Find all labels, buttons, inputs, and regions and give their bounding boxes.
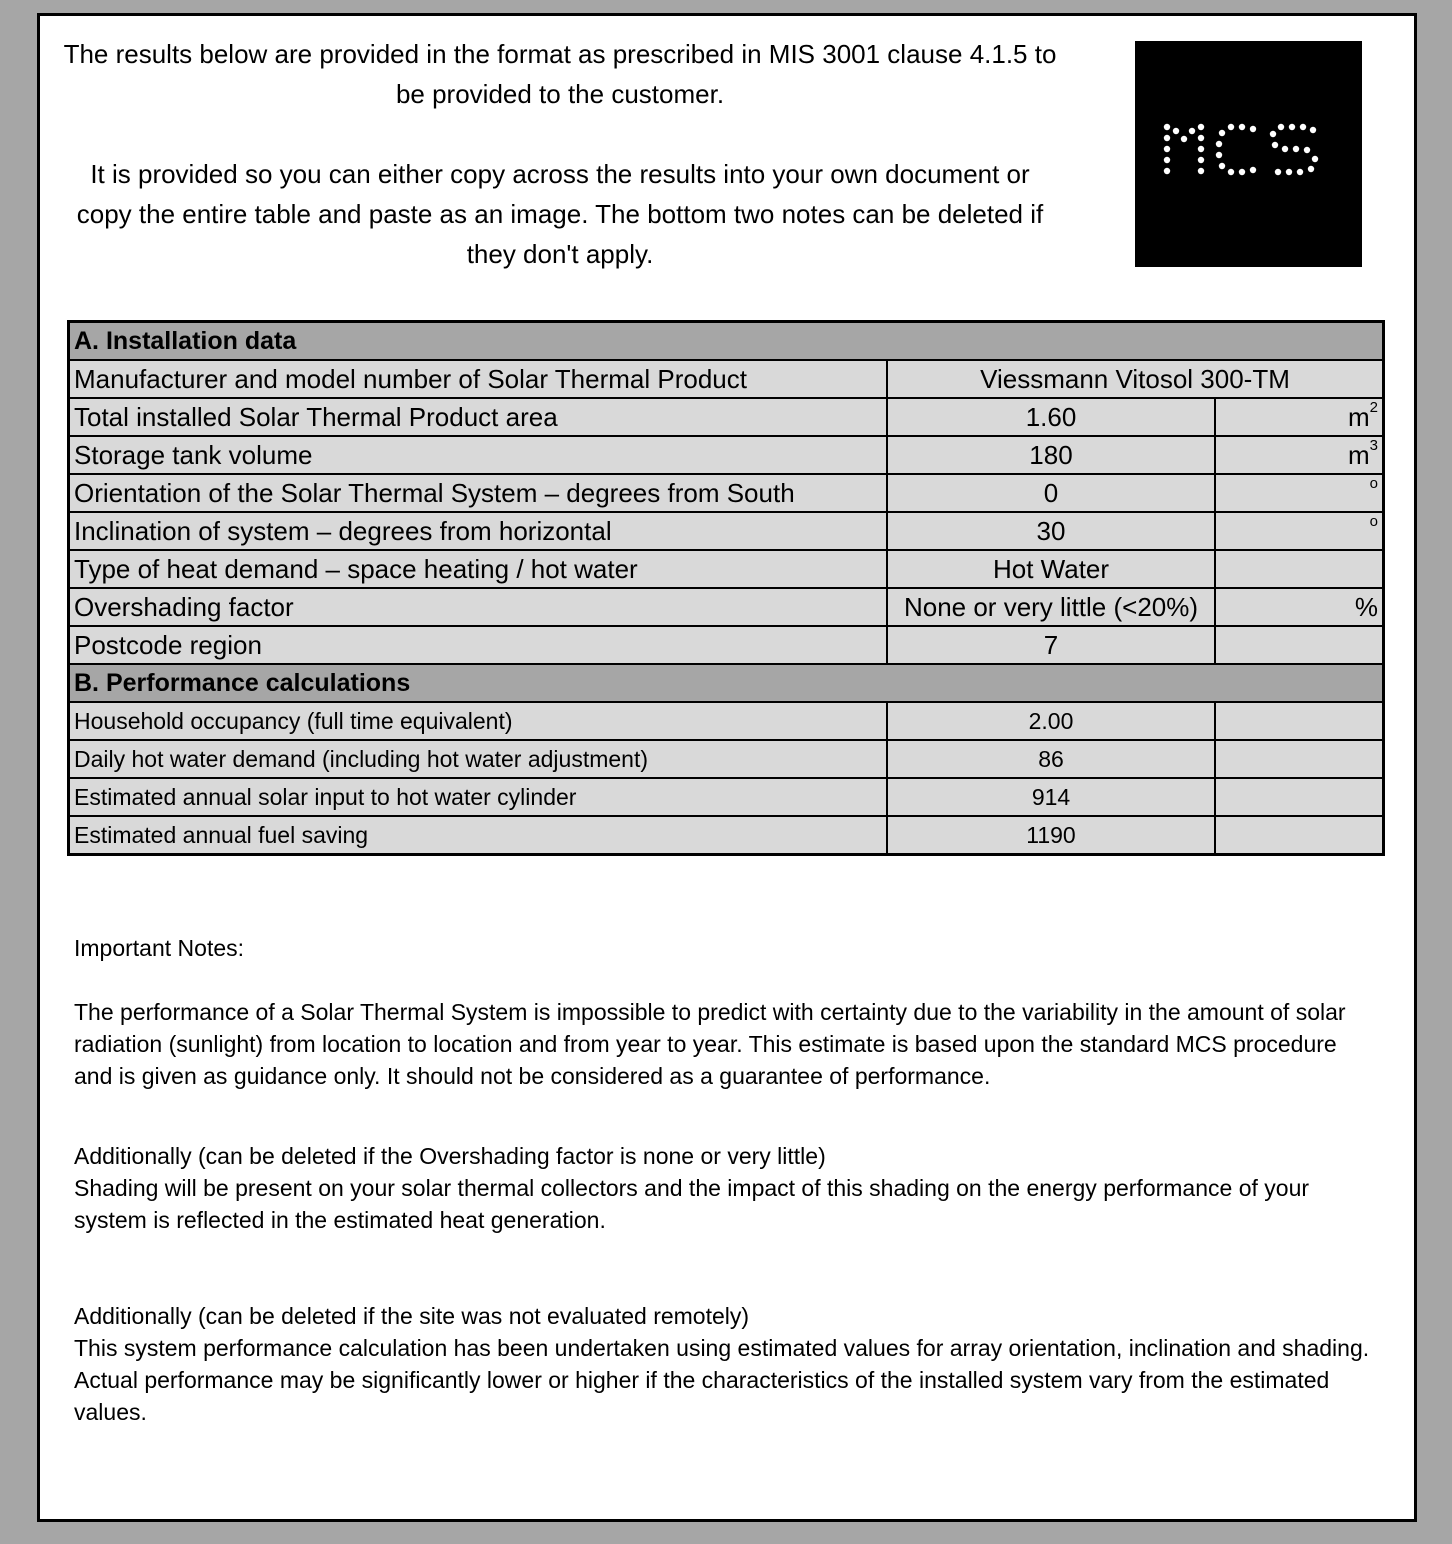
row-value: 30 xyxy=(887,512,1215,550)
section-b-title: B. Performance calculations xyxy=(69,664,1384,702)
row-value: 1.60 xyxy=(887,398,1215,436)
row-unit: % xyxy=(1215,588,1384,626)
table-row xyxy=(69,550,1384,588)
unit-text: m xyxy=(1347,401,1370,432)
table-row xyxy=(69,778,1384,816)
table-row xyxy=(69,702,1384,740)
row-value: 914 xyxy=(887,778,1215,816)
row-label: Inclination of system – degrees from horizontal xyxy=(69,512,888,550)
section-header xyxy=(69,322,1384,361)
table-row xyxy=(69,740,1384,778)
row-unit xyxy=(1215,474,1384,512)
table-row xyxy=(69,588,1384,626)
unit-superscript: 3 xyxy=(1369,436,1378,454)
intro-line-2: It is provided so you can either copy across the results into your own document or copy the entire table and paste as an image. The bottom two notes can be deleted if they don't apply. xyxy=(76,159,1044,269)
table-row xyxy=(69,398,1384,436)
row-unit xyxy=(1215,436,1384,474)
row-label: Overshading factor xyxy=(69,588,888,626)
intro-line-1: The results below are provided in the format as prescribed in MIS 3001 clause 4.1.5 to be provided to the customer. xyxy=(63,39,1057,109)
row-value: None or very little (<20%) xyxy=(887,588,1215,626)
row-unit xyxy=(1215,398,1384,436)
unit-text: m xyxy=(1347,439,1370,470)
notes-paragraph-1: The performance of a Solar Thermal System is impossible to predict with certainty due to the variability in the amount of solar radiation (sunlight) from location to location and from year to year. This estimate is based upon the standard MCS procedure and is given as guidance only. It should not be considered as a guarantee of performance. xyxy=(74,999,1346,1089)
row-unit xyxy=(1215,512,1384,550)
row-value: 7 xyxy=(887,626,1215,664)
row-label: Total installed Solar Thermal Product area xyxy=(69,398,888,436)
row-value: 180 xyxy=(887,436,1215,474)
document-page xyxy=(37,13,1417,1522)
notes-heading: Important Notes: xyxy=(74,935,245,961)
row-label: Household occupancy (full time equivalent) xyxy=(69,702,888,740)
row-label: Daily hot water demand (including hot water adjustment) xyxy=(69,740,888,778)
row-unit xyxy=(1215,626,1384,664)
results-table xyxy=(67,320,1385,856)
row-label: Estimated annual solar input to hot water cylinder xyxy=(69,778,888,816)
row-value: 2.00 xyxy=(887,702,1215,740)
section-header xyxy=(69,664,1384,702)
row-value: Hot Water xyxy=(887,550,1215,588)
degree-symbol: o xyxy=(1369,513,1378,530)
degree-symbol: o xyxy=(1369,475,1378,492)
table-row xyxy=(69,512,1384,550)
row-unit xyxy=(1215,740,1384,778)
row-label: Orientation of the Solar Thermal System – degrees from South xyxy=(69,474,888,512)
row-label: Type of heat demand – space heating / hot water xyxy=(69,550,888,588)
row-label: Storage tank volume xyxy=(69,436,888,474)
intro-text xyxy=(60,34,1060,274)
table-row xyxy=(69,436,1384,474)
section-a-title: A. Installation data xyxy=(69,322,1384,361)
row-unit xyxy=(1215,778,1384,816)
note-2-body: Shading will be present on your solar thermal collectors and the impact of this shading on the energy performance of your system is reflected in the estimated heat generation. xyxy=(74,1175,1310,1233)
row-unit xyxy=(1215,702,1384,740)
unit-superscript: 2 xyxy=(1369,398,1378,416)
row-label: Manufacturer and model number of Solar Thermal Product xyxy=(69,360,888,398)
note-2-title: Additionally (can be deleted if the Overshading factor is none or very little) xyxy=(74,1143,826,1169)
row-unit xyxy=(1215,816,1384,855)
table-row xyxy=(69,360,1384,398)
important-notes xyxy=(74,932,1374,1428)
note-3-title: Additionally (can be deleted if the site was not evaluated remotely) xyxy=(74,1303,750,1329)
note-3-body: This system performance calculation has been undertaken using estimated values for array orientation, inclination and shading. Actual performance may be significantly lower or higher if the characteristics of the installed system vary from the estimated values. xyxy=(74,1335,1370,1425)
mcs-logo-icon xyxy=(1159,119,1339,189)
row-value: 86 xyxy=(887,740,1215,778)
row-label: Estimated annual fuel saving xyxy=(69,816,888,855)
table-row xyxy=(69,626,1384,664)
mcs-logo xyxy=(1135,41,1362,267)
row-value: Viessmann Vitosol 300-TM xyxy=(887,360,1384,398)
table-row xyxy=(69,816,1384,855)
row-unit xyxy=(1215,550,1384,588)
table-row xyxy=(69,474,1384,512)
row-value: 1190 xyxy=(887,816,1215,855)
row-value: 0 xyxy=(887,474,1215,512)
row-label: Postcode region xyxy=(69,626,888,664)
